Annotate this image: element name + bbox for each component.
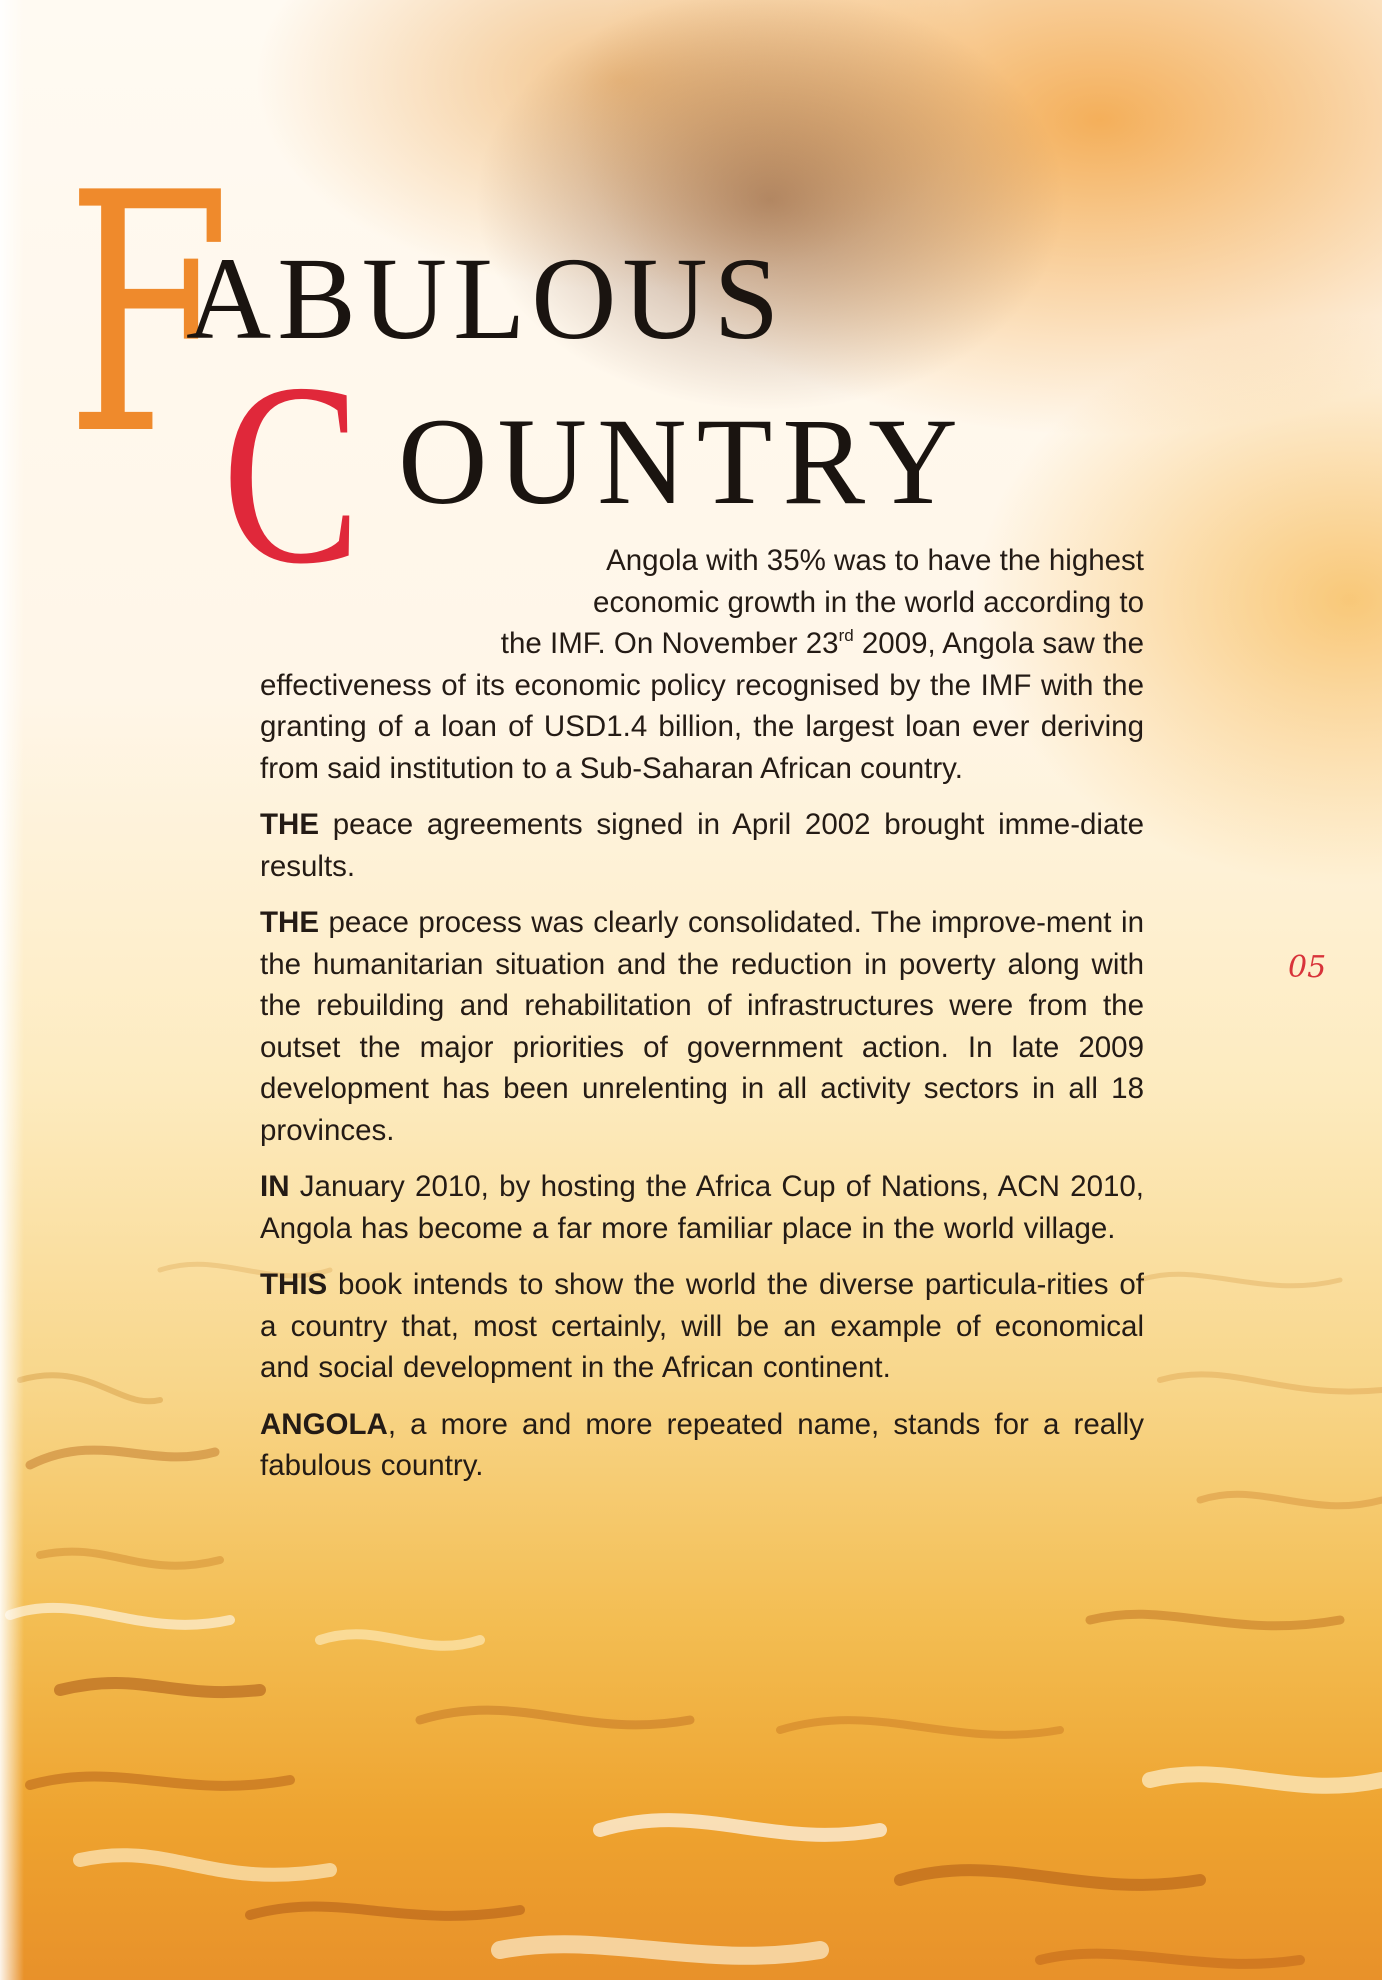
title-line-2: OUNTRY — [398, 393, 968, 530]
paragraph-this-book — [260, 1264, 1144, 1389]
paragraph-peace-process — [260, 902, 1144, 1151]
paragraph-text: peace process was clearly consolidated. The improve-ment in the humanitarian situation and the reduction in poverty along with the rebuilding and rehabilitation of infrastructures were from the outset the major priorities of government action. In late 2009 development has been unrelenting in all activity sectors in all 18 provinces. — [260, 906, 1144, 1147]
intro-line-3 — [260, 623, 1144, 665]
paragraph-lead-word: THE — [260, 906, 319, 939]
page-edge-shadow — [0, 0, 24, 1980]
paragraph-peace-agreements — [260, 804, 1144, 887]
title-line-1: ABULOUS — [186, 233, 786, 364]
title-initial-c: C — [222, 330, 361, 618]
title-initial-f: F — [66, 123, 231, 507]
page-number: 05 — [1288, 950, 1327, 985]
paragraph-angola — [260, 1404, 1144, 1487]
paragraph-text: , a more and more repeated name, stands for a really fabulous country. — [260, 1407, 1144, 1482]
intro-line-2: economic growth in the world according to — [593, 585, 1144, 619]
article-body — [260, 540, 1144, 1502]
intro-line-3-tail: 2009, Angola saw the — [853, 627, 1144, 660]
paragraph-lead-word: THE — [260, 808, 319, 841]
intro-rest: effectiveness of its economic policy recognised by the IMF with the granting of a loan of USD1.4 billion, the largest loan ever deriving from said institution to a Sub-Saharan African country. — [260, 668, 1144, 785]
paragraph-text: peace agreements signed in April 2002 brought imme-diate results. — [260, 808, 1144, 883]
paragraph-lead-word: THIS — [260, 1268, 328, 1301]
paragraph-text: book intends to show the world the diverse particula-rities of a country that, most certainly, will be an example of economical and social development in the African continent. — [260, 1268, 1144, 1384]
ordinal-suffix: rd — [838, 626, 854, 645]
intro-line-1: Angola with 35% was to have the highest — [606, 544, 1144, 577]
intro-line-3-text: the IMF. On November 23 — [500, 627, 839, 660]
paragraph-africa-cup — [260, 1166, 1144, 1249]
paragraph-text: January 2010, by hosting the Africa Cup of Nations, ACN 2010, Angola has become a far more familiar place in the world village. — [260, 1170, 1144, 1245]
intro-lead — [260, 540, 1144, 665]
paragraph-lead-word: IN — [260, 1170, 290, 1203]
paragraph-lead-word: ANGOLA — [260, 1407, 388, 1441]
